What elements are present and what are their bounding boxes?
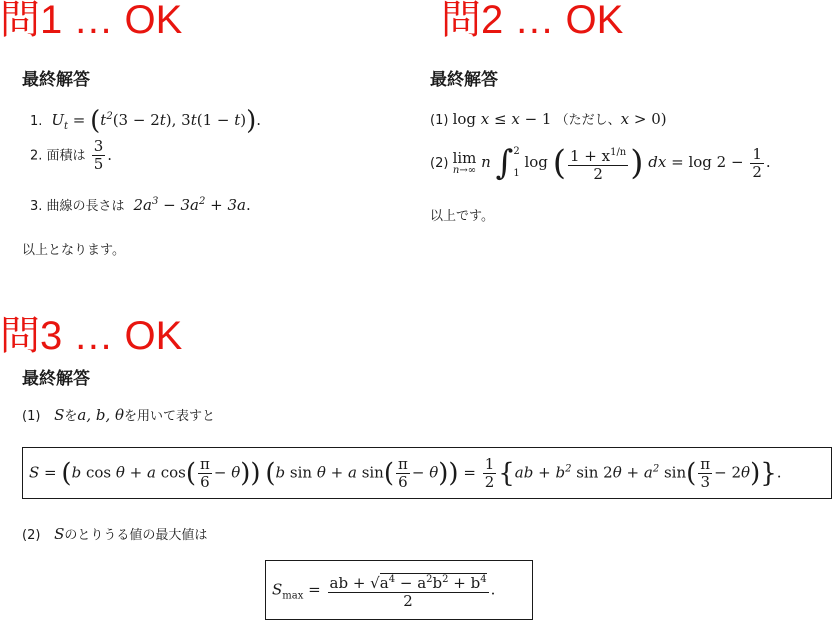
q3-item-2-symbol-s: S	[44, 525, 65, 543]
q2-item-2	[430, 138, 771, 188]
q3-item-1-symbol-s: S	[44, 406, 65, 424]
q2-item-2-formula: lim n→∞ n ∫ 2 1 log ( $\frac{1 + x^{1/n}}{2}$ ) dx = log 2 − $\frac{1}{2}$ .	[452, 143, 771, 183]
q2-title: 問2 … OK	[441, 0, 624, 42]
q3-heading: 最終解答	[22, 369, 90, 389]
q2-item-2-number: (2)	[430, 156, 449, 171]
q1-heading: 最終解答	[22, 70, 90, 90]
q1-closing: 以上となります。	[22, 243, 125, 258]
q1-title: 問1 … OK	[0, 0, 183, 42]
q2-closing: 以上です。	[430, 209, 494, 224]
q3-title: 問3 … OK	[0, 314, 183, 358]
q3-item-2-text: のとりうる値の最大値は	[64, 528, 208, 543]
q1-item-1-formula: $U_t = (t^2(3 - 2t)$, 3t(1 − t)).	[46, 106, 262, 136]
q1-item-2-text: 面積は	[46, 148, 86, 164]
q3-formula-box-2	[265, 560, 533, 620]
q2-item-1	[430, 110, 667, 130]
q3-formula-box-1	[22, 447, 832, 499]
q2-item-1-number: (1)	[430, 113, 449, 128]
q3-item-1	[22, 406, 215, 426]
q3-item-2	[22, 525, 207, 545]
q2-item-1-condition: x > 0)	[620, 110, 667, 128]
q3-item-1-vars: a, b, θ	[77, 406, 125, 424]
q3-formula-2: $S_{max}$ = $\frac{ab + √a^4 - a^2b^2 + b^4}{2}$ .	[272, 571, 495, 610]
q3-formula-1: S = (b cos θ + a cos( $\frac{\pi}{6}$ − θ)) (b sin θ + a sin( $\frac{\pi}{6}$ − θ)) = $\frac{1}{2}$ {$ab + b^2$ $\sin 2\theta + a^2$ sin( $\frac{\pi}{3}$ − 2θ)}.	[29, 454, 782, 491]
q1-item-1-number: 1.	[30, 114, 43, 129]
q3-item-1-text-a: を	[64, 409, 78, 424]
q2-heading: 最終解答	[430, 70, 498, 90]
q3-item-2-number: (2)	[22, 528, 41, 543]
q3-item-1-number: (1)	[22, 409, 41, 424]
q1-item-2	[30, 138, 112, 173]
q1-item-3-number: 3.	[30, 199, 43, 214]
q3-item-1-text-b: を用いて表すと	[124, 409, 216, 424]
q2-item-1-note: （ただし、	[555, 113, 621, 128]
q1-item-3-formula: $2a^3 - 3a^2 + 3a$.	[128, 196, 251, 214]
q1-item-3	[30, 193, 251, 216]
q1-item-2-formula: $\frac{3}{5}$ .	[93, 137, 113, 173]
q2-item-1-formula: log x ≤ x − 1	[452, 110, 552, 128]
q1-item-1	[30, 108, 261, 136]
q1-item-2-number: 2.	[30, 148, 43, 164]
q1-item-3-text: 曲線の長さは	[46, 199, 125, 214]
